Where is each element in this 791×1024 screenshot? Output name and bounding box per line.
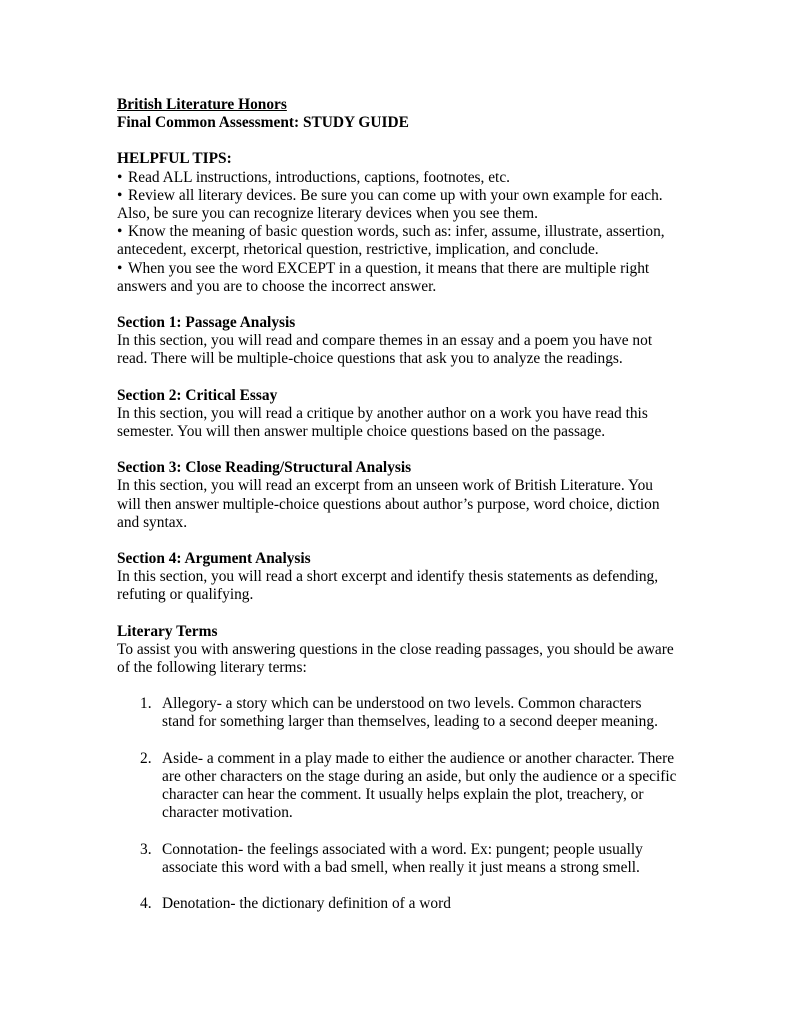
list-number: 1.: [140, 695, 152, 713]
list-number: 3.: [140, 840, 152, 858]
literary-terms-heading: Literary Terms: [117, 622, 218, 640]
list-number: 4.: [140, 894, 152, 912]
tip-text: Know the meaning of basic question words, such as: infer, assume, illustrate, assertion, antecedent, excerpt, rhetorical question, restrictive, implication, and conclude.: [117, 223, 665, 259]
section-heading: Section 1: Passage Analysis: [117, 314, 296, 332]
list-item: [117, 895, 677, 913]
section-heading: Section 4: Argument Analysis: [117, 550, 311, 568]
study-guide-document: [117, 96, 677, 931]
term-definition: Aside- a comment in a play made to either the audience or another character. There are other characters on the stage during an aside, but only the audience or a specific character can hear the comment. It usually helps explain the plot, treachery, or character motivation.: [162, 749, 677, 822]
spacer: [117, 605, 677, 623]
section-body: In this section, you will read an excerpt from an unseen work of British Literature. You will then answer multiple-choice questions about author’s purpose, word choice, diction and syntax.: [117, 477, 660, 531]
bullet-icon: •: [117, 168, 123, 186]
tips-heading: HELPFUL TIPS:: [117, 150, 232, 168]
spacer: [117, 369, 677, 387]
tip-text: Read ALL instructions, introductions, captions, footnotes, etc.: [128, 168, 510, 186]
list-item: [117, 841, 677, 877]
section-body: In this section, you will read a critique by another author on a work you have read this semester. You will then answer multiple choice questions based on the passage.: [117, 404, 648, 441]
tip-item: [117, 223, 677, 259]
tip-text: Review all literary devices. Be sure you can come up with your own example for each. Also, be sure you can recognize literary devices when you see them.: [117, 186, 663, 223]
list-item: [117, 695, 677, 731]
section-heading: Section 2: Critical Essay: [117, 386, 278, 404]
section-passage-analysis: [117, 314, 677, 369]
document-subtitle: Final Common Assessment: STUDY GUIDE: [117, 114, 409, 132]
list-item: [117, 750, 677, 823]
literary-terms-intro: To assist you with answering questions in the close reading passages, you should be aware of the following literary terms:: [117, 640, 674, 677]
tip-item: [117, 169, 677, 187]
bullet-icon: •: [117, 259, 123, 277]
tips-list: [117, 169, 677, 296]
list-number: 2.: [140, 749, 152, 767]
literary-terms-list: [117, 695, 677, 913]
section-heading: Section 3: Close Reading/Structural Analysis: [117, 459, 412, 477]
term-definition: Denotation- the dictionary definition of a word: [162, 894, 451, 912]
literary-terms-section: [117, 623, 677, 913]
term-definition: Connotation- the feelings associated with a word. Ex: pungent; people usually associate this word with a bad smell, when really it just means a strong smell.: [162, 840, 643, 876]
spacer: [117, 441, 677, 459]
spacer: [117, 132, 677, 150]
bullet-icon: •: [117, 223, 123, 241]
course-title: British Literature Honors: [117, 96, 287, 113]
section-argument-analysis: [117, 550, 677, 605]
section-close-reading: [117, 459, 677, 532]
spacer: [117, 532, 677, 550]
tip-item: [117, 260, 677, 296]
spacer: [117, 296, 677, 314]
section-body: In this section, you will read and compare themes in an essay and a poem you have not read. There will be multiple-choice questions that ask you to analyze the readings.: [117, 332, 653, 368]
section-body: In this section, you will read a short excerpt and identify thesis statements as defending, refuting or qualifying.: [117, 568, 659, 604]
tip-item: [117, 187, 677, 223]
section-critical-essay: [117, 387, 677, 442]
bullet-icon: •: [117, 186, 123, 204]
tip-text: When you see the word EXCEPT in a question, it means that there are multiple right answers and you are to choose the incorrect answer.: [117, 259, 650, 295]
term-definition: Allegory- a story which can be understood on two levels. Common characters stand for something larger than themselves, leading to a second deeper meaning.: [162, 695, 658, 731]
